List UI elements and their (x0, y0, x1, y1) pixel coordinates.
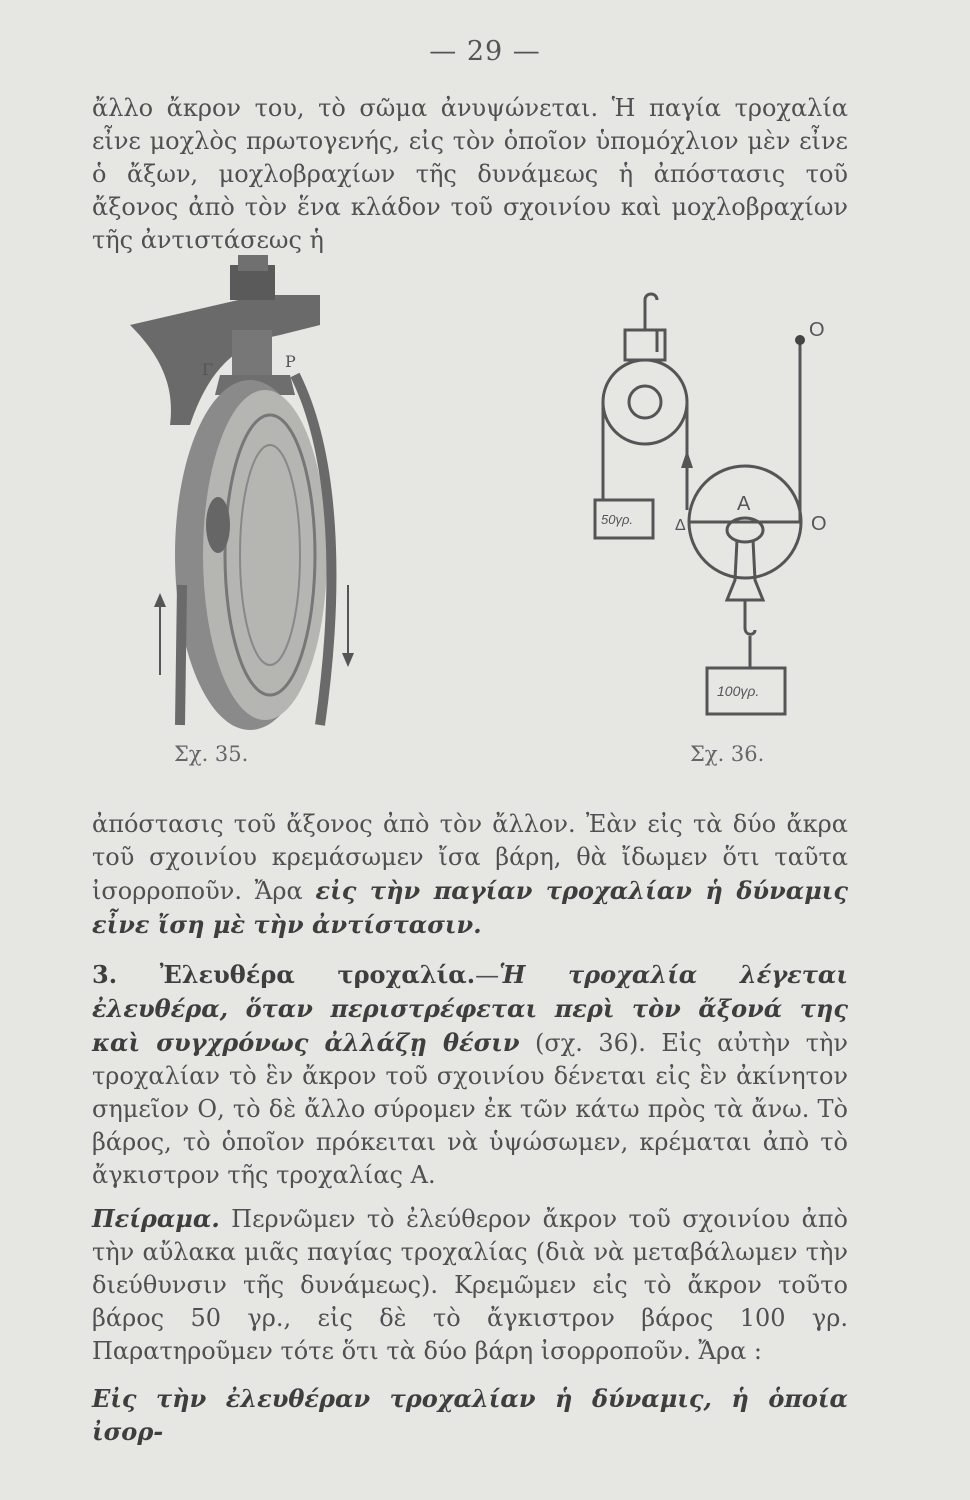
figure-36-movable-pulley (585, 290, 845, 730)
section-heading-free-pulley: 3. Ἐλευθέρα τροχαλία. (92, 960, 476, 989)
p2-bold-rule: εἰς τὴν παγίαν τροχαλίαν ἡ δύναμις εἶνε ἴση μὲ τὴν ἀντίστασιν. (92, 876, 848, 939)
caption-figure-36: Σχ. 36. (690, 742, 765, 766)
bottom-hook (745, 600, 755, 634)
p4-text: Περνῶμεν τὸ ἐλεύθερον ἄκρον τοῦ σχοινίου ἀπὸ τὴν αὔλακα μιᾶς παγίας τροχαλίας (διὰ νὰ μεταβάλωμεν τὴν διεύθυνσιν τῆς δυνάμεως). Κρεμῶμεν εἰς τὸ ἄκρον τοῦτο βάρος 50 γρ., εἰς δὲ τὸ ἄγκιστρον βάρος 100 γρ. Παρατηροῦμεν τότε ὅτι τὰ δύο βάρη ἰσορροποῦν. Ἄρα : (92, 1205, 848, 1365)
page-number: — 29 — (429, 36, 541, 67)
caption-figure-35: Σχ. 35. (174, 742, 249, 766)
label-gamma: Γ (202, 360, 214, 379)
experiment-label: Πείραμα. (92, 1204, 220, 1233)
label-o-right: O (811, 513, 827, 535)
figure-35-fixed-pulley (120, 255, 470, 735)
paragraph-free-pulley-rule: Εἰς τὴν ἐλευθέραν τροχαλίαν ἡ δύναμις, ἡ ὁποία ἰσορ- (92, 1384, 848, 1446)
paragraph-fixed-pulley-conclusion (92, 808, 848, 942)
label-o-top: O (809, 319, 825, 341)
label-weight-100: 100γρ. (717, 683, 760, 699)
p3-text: (σχ. 36). Εἰς αὐτὴν τὴν τροχαλίαν τὸ ἓν ἄκρον τοῦ σχοινίου δένεται εἰς ἓν ἀκίνητον σημεῖον Ο, τὸ δὲ ἄλλο σύρομεν ἐκ τῶν κάτω πρὸς τὰ ἄνω. Τὸ βάρος, τὸ ὁποῖον πρόκειται νὰ ὑψώσωμεν, κρέμαται ἀπὸ τὸ ἄγκιστρον τῆς τροχαλίας Α. (92, 1029, 848, 1189)
label-a: A (737, 493, 751, 515)
p3-bold-definition: Ἡ τροχαλία λέγεται ἐλευθέρα, ὅταν περιστρέφεται περὶ τὸν ἄξονά της καὶ συγχρόνως ἀλλάζῃ θέσιν (92, 960, 848, 1057)
p3-dash: — (475, 961, 500, 989)
pulley-axle (206, 497, 230, 553)
fixed-point-o (795, 335, 805, 345)
top-hook (645, 294, 657, 330)
label-rho: Ρ (285, 352, 296, 371)
rope-arrow (681, 450, 693, 468)
pulley-fork (232, 330, 272, 375)
paragraph-experiment (92, 1202, 848, 1368)
label-delta: Δ (675, 517, 686, 534)
paragraph-free-pulley (92, 958, 848, 1192)
paragraph-intro: ἄλλο ἄκρον του, τὸ σῶμα ἀνυψώνεται. Ἡ παγία τροχαλία εἶνε μοχλὸς πρωτογενής, εἰς τὸν ὁποῖον ὑπομόχλιον μὲν εἶνε ὁ ἄξων, μοχλοβραχίων τῆς δυνάμεως ἡ ἀπόστασις τοῦ ἄξονος ἀπὸ τὸν ἕνα κλάδον τοῦ σχοινίου καὶ μοχλοβραχίων τῆς ἀντιστάσεως ἡ (92, 94, 848, 254)
label-weight-50: 50γρ. (601, 512, 634, 527)
fixed-pulley (603, 360, 687, 444)
p2-text: ἀπόστασις τοῦ ἄξονος ἀπὸ τὸν ἄλλον. Ἐὰν εἰς τὰ δύο ἄκρα τοῦ σχοινίου κρεμάσωμεν ἴσα βάρη, θὰ ἴδωμεν ὅτι ταῦτα ἰσορροποῦν. Ἄρα (92, 810, 848, 905)
